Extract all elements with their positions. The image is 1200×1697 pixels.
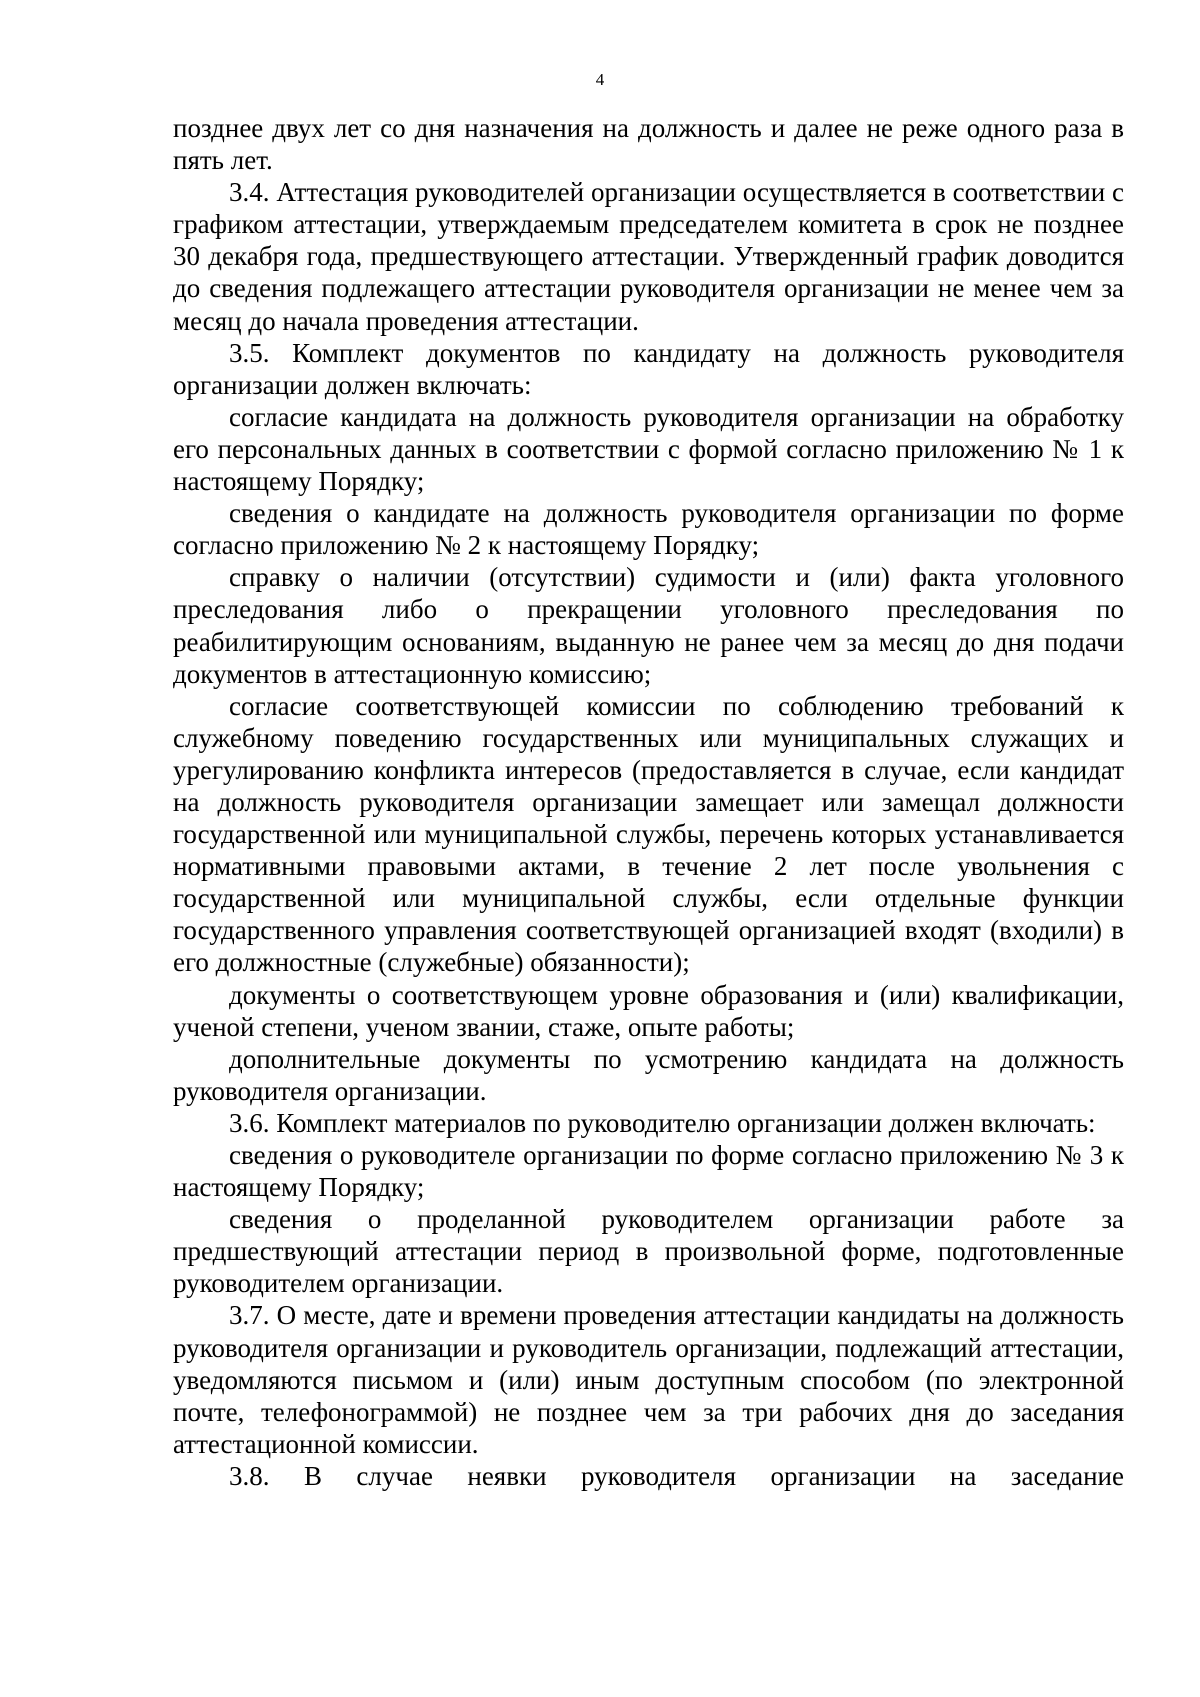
- list-item-consent-personal-data: согласие кандидата на должность руководителя организации на обработку его персональных данных в соответствии с формой согласно приложению № 1 к настоящему Порядку;: [173, 401, 1124, 497]
- paragraph-3-4: 3.4. Аттестация руководителей организации осуществляется в соответствии с графиком аттестации, утверждаемым председателем комитета в срок не позднее 30 декабря года, предшествующего аттестации. Утвержденный график доводится до сведения подлежащего аттестации руководителя организации не менее чем за месяц до начала проведения аттестации.: [173, 177, 1124, 336]
- page-number: 4: [595, 70, 605, 89]
- list-item-manager-info: сведения о руководителе организации по форме согласно приложению № 3 к настоящему Порядку;: [173, 1140, 1124, 1203]
- paragraph-continuation: позднее двух лет со дня назначения на должность и далее не реже одного раза в пять лет.: [173, 113, 1124, 176]
- list-item-education-documents: документы о соответствующем уровне образования и (или) квалификации, ученой степени, ученом звании, стаже, опыте работы;: [173, 979, 1124, 1042]
- paragraph-3-6: 3.6. Комплект материалов по руководителю организации должен включать:: [229, 1107, 1096, 1138]
- list-item-commission-consent: согласие соответствующей комиссии по соблюдению требований к служебному поведению государственных или муниципальных служащих и урегулированию конфликта интересов (предоставляется в случае, если кандидат на должность руководителя организации замещает или замещал должности государственной или муниципальной службы, перечень которых устанавливается нормативными правовыми актами, в течение 2 лет после увольнения с государственной или муниципальной службы, если отдельные функции государственного управления соответствующей организацией входят (входили) в его должностные (служебные) обязанности);: [173, 690, 1124, 978]
- paragraph-3-8: 3.8. В случае неявки руководителя организации на заседание: [229, 1460, 1124, 1491]
- list-item-work-report: сведения о проделанной руководителем организации работе за предшествующий аттестации период в произвольной форме, подготовленные руководителем организации.: [173, 1204, 1124, 1299]
- paragraph-3-5: 3.5. Комплект документов по кандидату на должность руководителя организации должен включать:: [173, 337, 1124, 400]
- list-item-criminal-record: справку о наличии (отсутствии) судимости и (или) факта уголовного преследования либо о прекращении уголовного преследования по реабилитирующим основаниям, выданную не ранее чем за месяц до дня подачи документов в аттестационную комиссию;: [173, 562, 1124, 689]
- paragraph-3-7: 3.7. О месте, дате и времени проведения аттестации кандидаты на должность руководителя организации и руководитель организации, подлежащий аттестации, уведомляются письмом и (или) иным доступным способом (по электронной почте, телефонограммой) не позднее чем за три рабочих дня до заседания аттестационной комиссии.: [173, 1300, 1124, 1459]
- list-item-candidate-info: сведения о кандидате на должность руководителя организации по форме согласно приложению № 2 к настоящему Порядку;: [173, 498, 1124, 561]
- list-item-additional-documents: дополнительные документы по усмотрению кандидата на должность руководителя организации.: [173, 1043, 1124, 1106]
- document-body: [173, 112, 1124, 1492]
